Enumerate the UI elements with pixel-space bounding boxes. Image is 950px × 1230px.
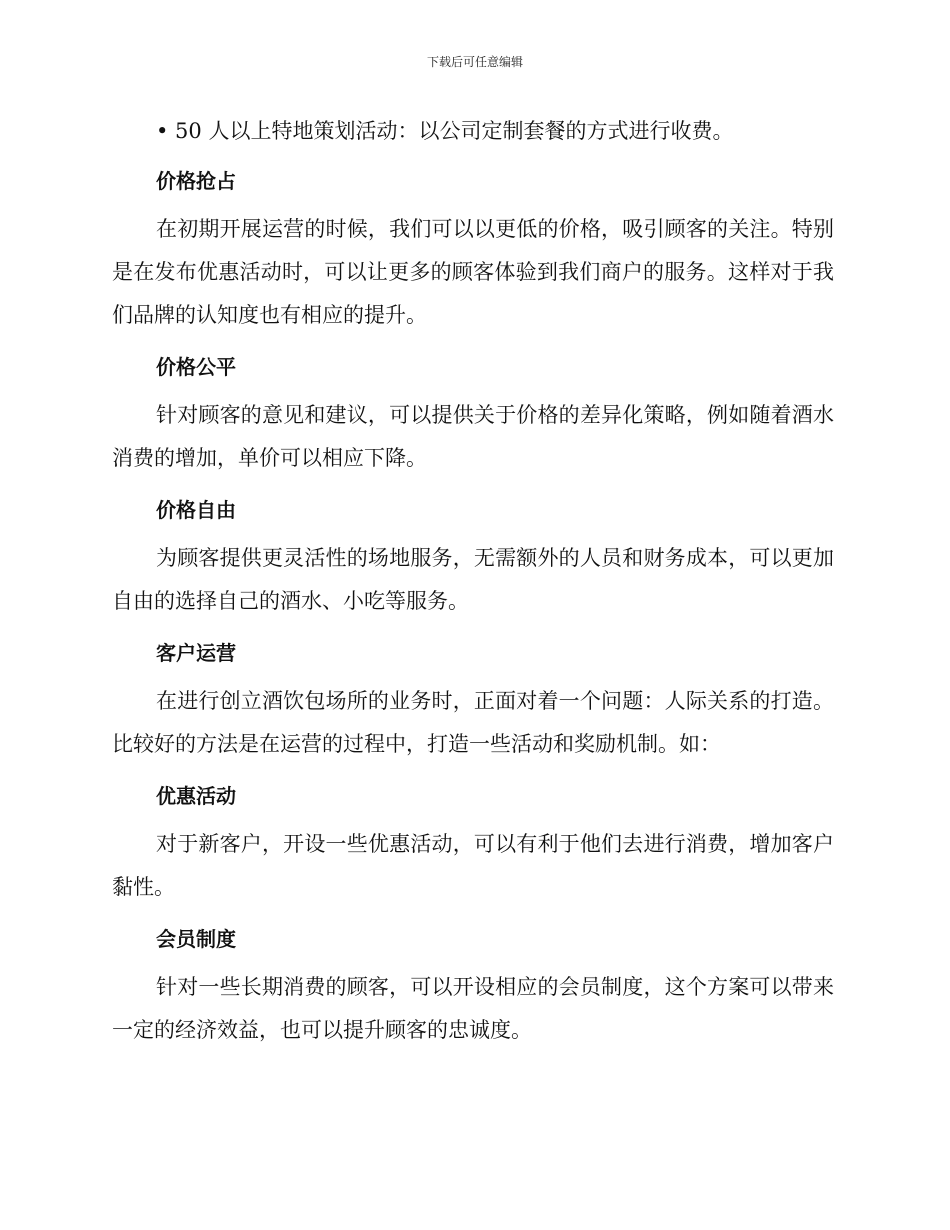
section-heading-price-preemption: 价格抢占 bbox=[156, 169, 236, 193]
section-paragraph-price-freedom: 为顾客提供更灵活性的场地服务，无需额外的人员和财务成本，可以更加自由的选择自己的酒水、小吃等服务。 bbox=[112, 546, 834, 613]
section-heading-customer-operations: 客户运营 bbox=[156, 641, 236, 665]
document-body bbox=[112, 110, 834, 1061]
section-heading-promotions: 优惠活动 bbox=[156, 784, 236, 808]
section-heading-price-freedom: 价格自由 bbox=[156, 498, 236, 522]
section-paragraph-customer-operations: 在进行创立酒饮包场所的业务时，正面对着一个问题：人际关系的打造。比较好的方法是在运营的过程中，打造一些活动和奖励机制。如： bbox=[112, 689, 834, 756]
section-paragraph-membership: 针对一些长期消费的顾客，可以开设相应的会员制度，这个方案可以带来一定的经济效益，也可以提升顾客的忠诚度。 bbox=[112, 975, 834, 1042]
bullet-item: • 50 人以上特地策划活动：以公司定制套餐的方式进行收费。 bbox=[156, 119, 734, 143]
section-heading-membership: 会员制度 bbox=[156, 927, 236, 951]
section-paragraph-price-fairness: 针对顾客的意见和建议，可以提供关于价格的差异化策略，例如随着酒水消费的增加，单价可以相应下降。 bbox=[112, 403, 834, 470]
page-header: 下载后可任意编辑 bbox=[426, 55, 523, 69]
section-paragraph-price-preemption: 在初期开展运营的时候，我们可以以更低的价格，吸引顾客的关注。特别是在发布优惠活动时，可以让更多的顾客体验到我们商户的服务。这样对于我们品牌的认知度也有相应的提升。 bbox=[112, 217, 834, 327]
section-heading-price-fairness: 价格公平 bbox=[156, 355, 236, 379]
section-paragraph-promotions: 对于新客户，开设一些优惠活动，可以有利于他们去进行消费，增加客户黏性。 bbox=[112, 832, 834, 899]
